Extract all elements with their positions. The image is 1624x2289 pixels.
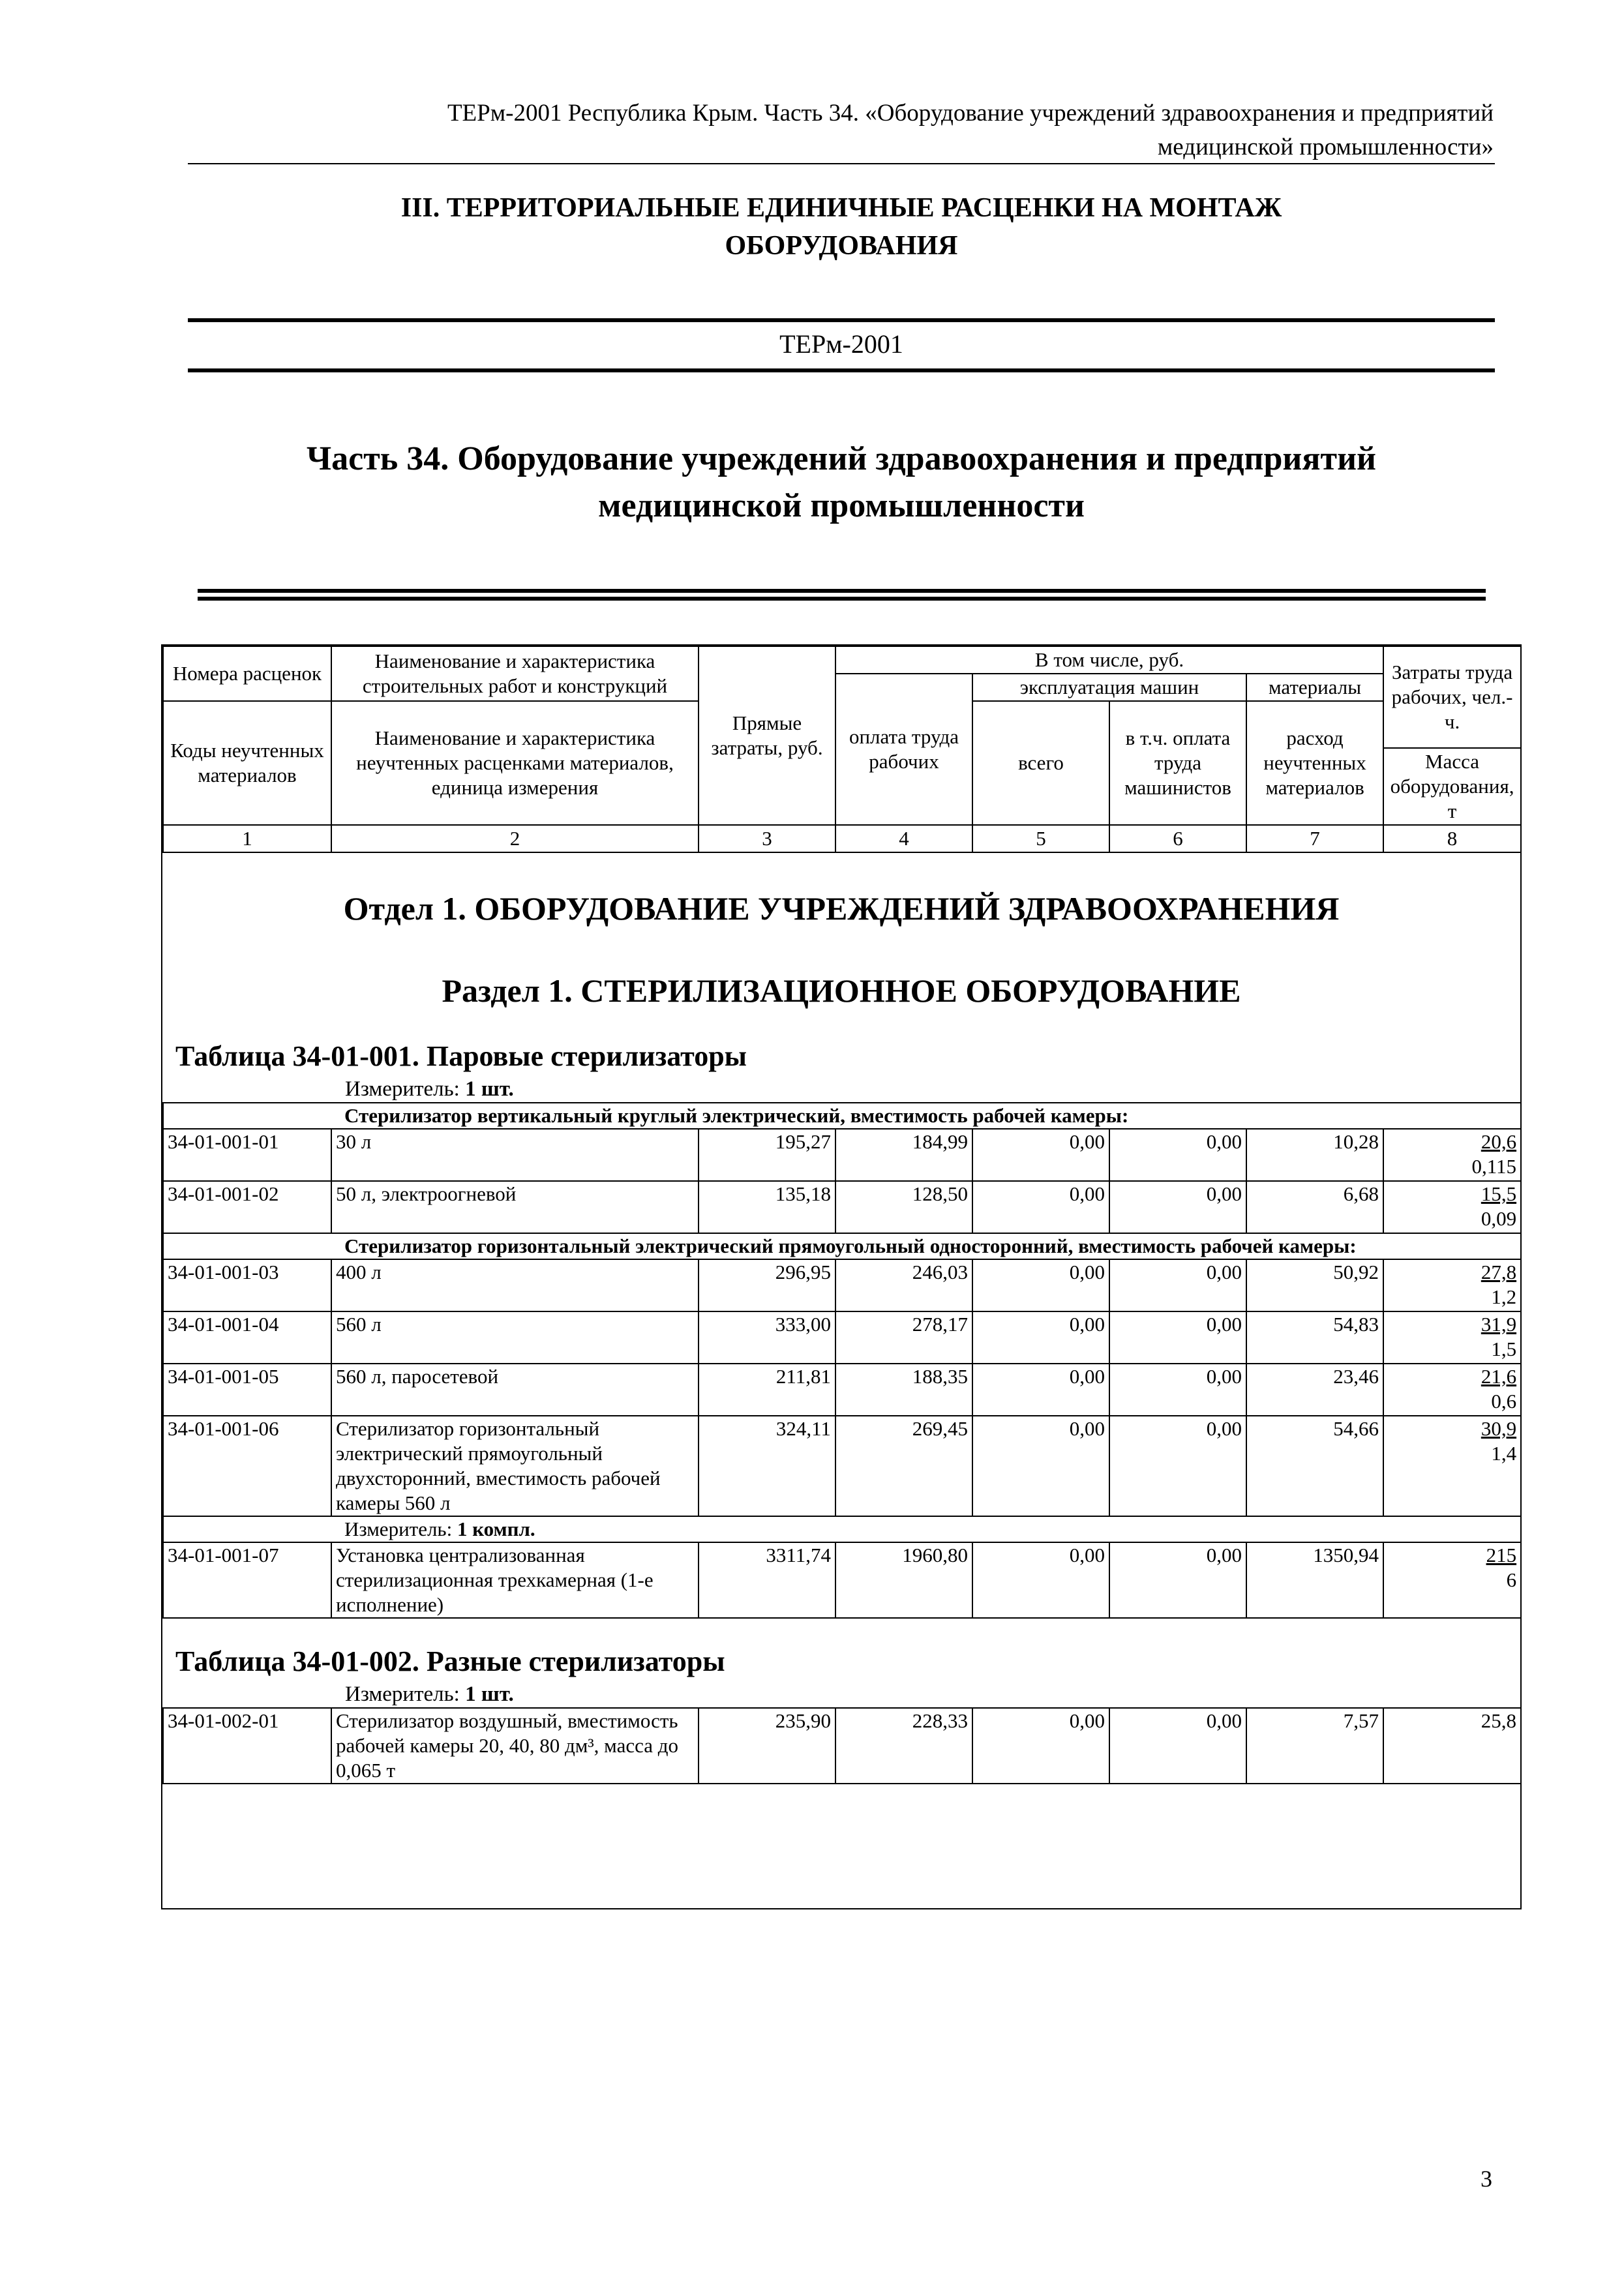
column-number: 8 [1383, 825, 1521, 852]
equipment-mass: 1,5 [1491, 1338, 1517, 1360]
term-rule-bottom [188, 368, 1495, 372]
table-row [163, 1181, 1521, 1233]
machinist-cost: 0,00 [1109, 1364, 1246, 1416]
equipment-mass: 1,2 [1491, 1285, 1517, 1308]
materials-cost: 54,83 [1246, 1311, 1383, 1364]
labor-hours: 20,6 [1481, 1130, 1517, 1153]
machine-cost: 0,00 [972, 1708, 1109, 1784]
direct-cost: 3311,74 [699, 1542, 835, 1618]
labor-cost: 188,35 [835, 1364, 972, 1416]
machines-header: эксплуатация машин [972, 674, 1246, 701]
rate-code: 34-01-001-04 [163, 1311, 331, 1364]
materials-cost: 23,46 [1246, 1364, 1383, 1416]
col8-bottom-header: Масса оборудования, т [1383, 748, 1521, 825]
table-row [163, 1311, 1521, 1364]
table-row [163, 1259, 1521, 1311]
table-row [163, 1542, 1521, 1618]
section-title [188, 189, 1495, 265]
page-number: 3 [1481, 2166, 1492, 2192]
rate-code: 34-01-002-01 [163, 1708, 331, 1784]
column-numbers-row [163, 825, 1521, 852]
machinist-cost: 0,00 [1109, 1708, 1246, 1784]
direct-cost: 296,95 [699, 1259, 835, 1311]
machine-cost: 0,00 [972, 1311, 1109, 1364]
group-row [163, 1233, 1521, 1259]
labor-hours-cell [1383, 1416, 1521, 1516]
rates-table [161, 644, 1522, 1909]
part-title [188, 436, 1495, 530]
rate-name: 50 л, электроогневой [331, 1181, 699, 1233]
section-title-line2: ОБОРУДОВАНИЯ [725, 231, 958, 261]
measure-row [163, 1516, 1521, 1542]
materials-header: материалы [1246, 674, 1383, 701]
machinist-cost: 0,00 [1109, 1542, 1246, 1618]
table-row [163, 1416, 1521, 1516]
labor-cost: 246,03 [835, 1259, 972, 1311]
table-row [163, 1364, 1521, 1416]
machinist-cost: 0,00 [1109, 1416, 1246, 1516]
labor-cost: 128,50 [835, 1181, 972, 1233]
equipment-mass: 6 [1506, 1568, 1517, 1591]
measure-label: Измеритель: [344, 1518, 453, 1540]
group-row [163, 1103, 1521, 1129]
labor-hours-cell [1383, 1181, 1521, 1233]
term-rule-top [188, 318, 1495, 322]
labor-cost: 269,45 [835, 1416, 972, 1516]
table2-title: Таблица 34-01-002. Разные стерилизаторы [175, 1645, 725, 1677]
materials-cost: 50,92 [1246, 1259, 1383, 1311]
col2-bottom-header: Наименование и характеристика неучтенных расценками материалов, единица измерения [331, 701, 699, 825]
rate-code: 34-01-001-01 [163, 1129, 331, 1181]
table1-measure [162, 1076, 1520, 1102]
table-row [163, 1708, 1521, 1784]
labor-cost: 228,33 [835, 1708, 972, 1784]
equipment-mass: 1,4 [1491, 1442, 1517, 1465]
equipment-mass: 0,6 [1491, 1390, 1517, 1413]
labor-hours: 21,6 [1481, 1365, 1517, 1388]
labor-hours-cell [1383, 1542, 1521, 1618]
machine-cost: 0,00 [972, 1542, 1109, 1618]
column-number: 4 [835, 825, 972, 852]
table-header [162, 646, 1522, 853]
group-label: Стерилизатор горизонтальный электрический прямоугольный односторонний, вместимость рабочей камеры: [331, 1233, 1521, 1259]
labor-hours-cell [1383, 1129, 1521, 1181]
materials-cost: 6,68 [1246, 1181, 1383, 1233]
rate-name: 400 л [331, 1259, 699, 1311]
materials-cost: 1350,94 [1246, 1542, 1383, 1618]
direct-cost: 333,00 [699, 1311, 835, 1364]
rate-name: 30 л [331, 1129, 699, 1181]
measure-value: 1 шт. [465, 1683, 514, 1706]
machinist-cost: 0,00 [1109, 1129, 1246, 1181]
rate-name: Стерилизатор горизонтальный электрический прямоугольный двухсторонний, вместимость рабочей камеры 560 л [331, 1416, 699, 1516]
machine-cost: 0,00 [972, 1259, 1109, 1311]
running-header-line2: медицинской промышленности» [1157, 134, 1494, 160]
measure-label: Измеритель: [345, 1683, 460, 1706]
measure-value: 1 компл. [457, 1518, 535, 1540]
labor-hours: 31,9 [1481, 1313, 1517, 1336]
labor-hours: 30,9 [1481, 1417, 1517, 1440]
term-label: ТЕРм-2001 [779, 329, 903, 359]
col7-header: расход неучтенных материалов [1246, 701, 1383, 825]
direct-cost: 195,27 [699, 1129, 835, 1181]
rate-name: Стерилизатор воздушный, вместимость рабочей камеры 20, 40, 80 дм³, масса до 0,065 т [331, 1708, 699, 1784]
column-number: 5 [972, 825, 1109, 852]
col2-top-header: Наименование и характеристика строительных работ и конструкций [331, 646, 699, 701]
labor-cost: 278,17 [835, 1311, 972, 1364]
double-rule-bottom [198, 597, 1486, 601]
table1-title: Таблица 34-01-001. Паровые стерилизаторы [175, 1040, 747, 1072]
rate-code: 34-01-001-03 [163, 1259, 331, 1311]
rate-name: 560 л, паросетевой [331, 1364, 699, 1416]
machine-cost: 0,00 [972, 1129, 1109, 1181]
rate-name: Установка централизованная стерилизационная трехкамерная (1-е исполнение) [331, 1542, 699, 1618]
running-header-line1: ТЕРм-2001 Республика Крым. Часть 34. «Оборудование учреждений здравоохранения и предприятий [447, 100, 1494, 127]
machinist-cost: 0,00 [1109, 1181, 1246, 1233]
machine-cost: 0,00 [972, 1181, 1109, 1233]
equipment-mass: 0,115 [1471, 1155, 1517, 1178]
col1-bottom-header: Коды неучтенных материалов [163, 701, 331, 825]
rate-code: 34-01-001-05 [163, 1364, 331, 1416]
labor-cost: 184,99 [835, 1129, 972, 1181]
table-row [163, 1129, 1521, 1181]
labor-hours-cell [1383, 1259, 1521, 1311]
section-title-line1: III. ТЕРРИТОРИАЛЬНЫЕ ЕДИНИЧНЫЕ РАСЦЕНКИ НА МОНТАЖ [400, 193, 1282, 223]
table2-body [162, 1707, 1522, 1784]
column-number: 2 [331, 825, 699, 852]
direct-cost: 211,81 [699, 1364, 835, 1416]
machine-cost: 0,00 [972, 1416, 1109, 1516]
col6-header: в т.ч. оплата труда машинистов [1109, 701, 1246, 825]
direct-cost: 324,11 [699, 1416, 835, 1516]
direct-cost: 235,90 [699, 1708, 835, 1784]
part-title-line1: Часть 34. Оборудование учреждений здравоохранения и предприятий [306, 440, 1376, 477]
measure-value: 1 шт. [465, 1077, 514, 1101]
labor-hours: 15,5 [1481, 1182, 1517, 1205]
running-header [189, 97, 1494, 164]
part-title-line2: медицинской промышленности [598, 487, 1085, 524]
direct-cost: 135,18 [699, 1181, 835, 1233]
machinist-cost: 0,00 [1109, 1311, 1246, 1364]
group-label: Стерилизатор вертикальный круглый электрический, вместимость рабочей камеры: [331, 1103, 1521, 1129]
col5-header: всего [972, 701, 1109, 825]
double-rule-top [198, 589, 1486, 593]
including-header: В том числе, руб. [835, 646, 1383, 674]
measure-cell [331, 1516, 1521, 1542]
rate-code: 34-01-001-06 [163, 1416, 331, 1516]
col8-top-header: Затраты труда рабочих, чел.-ч. [1383, 646, 1521, 748]
column-number: 6 [1109, 825, 1246, 852]
column-number: 7 [1246, 825, 1383, 852]
labor-hours-cell [1383, 1364, 1521, 1416]
header-rule [188, 163, 1495, 164]
col4-header: оплата труда рабочих [835, 674, 972, 825]
machine-cost: 0,00 [972, 1364, 1109, 1416]
table2-measure [162, 1681, 1520, 1707]
otdel-title: Отдел 1. ОБОРУДОВАНИЕ УЧРЕЖДЕНИЙ ЗДРАВООХРАНЕНИЯ [343, 890, 1340, 927]
column-number: 3 [699, 825, 835, 852]
measure-label: Измеритель: [345, 1077, 460, 1101]
labor-hours: 25,8 [1383, 1708, 1521, 1784]
rate-name: 560 л [331, 1311, 699, 1364]
column-number: 1 [163, 825, 331, 852]
rate-code: 34-01-001-07 [163, 1542, 331, 1618]
rate-code: 34-01-001-02 [163, 1181, 331, 1233]
labor-cost: 1960,80 [835, 1542, 972, 1618]
materials-cost: 7,57 [1246, 1708, 1383, 1784]
materials-cost: 54,66 [1246, 1416, 1383, 1516]
table1-body [162, 1102, 1522, 1619]
equipment-mass: 0,09 [1481, 1207, 1517, 1230]
col3-header: Прямые затраты, руб. [699, 646, 835, 825]
materials-cost: 10,28 [1246, 1129, 1383, 1181]
labor-hours-cell [1383, 1311, 1521, 1364]
razdel-title: Раздел 1. СТЕРИЛИЗАЦИОННОЕ ОБОРУДОВАНИЕ [442, 972, 1241, 1009]
machinist-cost: 0,00 [1109, 1259, 1246, 1311]
labor-hours: 215 [1486, 1544, 1517, 1566]
labor-hours: 27,8 [1481, 1261, 1517, 1283]
col1-top-header: Номера расценок [163, 646, 331, 701]
